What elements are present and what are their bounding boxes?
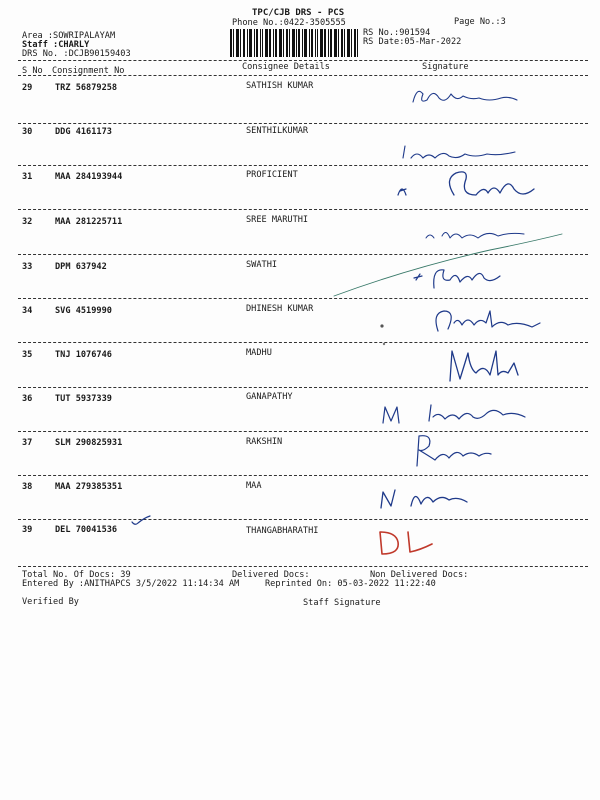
- row-sno: 35: [22, 350, 33, 360]
- row-consignee: SATHISH KUMAR: [246, 81, 314, 91]
- row-consignment-no: MAA 281225711: [55, 217, 123, 227]
- signature-row-29: [405, 80, 525, 112]
- header-divider-bottom: [18, 75, 588, 76]
- row-consignment-no: MAA 279385351: [55, 482, 123, 492]
- row-divider: [18, 209, 588, 210]
- row-divider: [18, 387, 588, 388]
- signature-row-38: [375, 480, 485, 512]
- barcode-image: [230, 29, 358, 57]
- rs-number: RS No.:901594: [363, 28, 431, 38]
- row-consignment-no: TUT 5937339: [55, 394, 112, 404]
- row-consignment-no: TNJ 1076746: [55, 350, 112, 360]
- area-label: Area :SOWRIPALAYAM: [22, 31, 116, 41]
- signature-row-37: [405, 430, 495, 470]
- signature-row-30: [395, 140, 525, 168]
- rs-date: RS Date:05-Mar-2022: [363, 37, 462, 47]
- entered-by: Entered By :ANITHAPCS 3/5/2022 11:14:34 AM: [22, 579, 240, 589]
- staff-signature-label: Staff Signature: [303, 598, 381, 608]
- row-consignment-no: DEL 70041536: [55, 525, 118, 535]
- row-consignee: MAA: [246, 481, 262, 491]
- header-divider-top: [18, 60, 588, 61]
- sheet-title: TPC/CJB DRS - PCS: [252, 8, 345, 18]
- tick-mark-icon: [130, 514, 152, 528]
- row-consignment-no: MAA 284193944: [55, 172, 123, 182]
- row-consignment-no: SVG 4519990: [55, 306, 112, 316]
- signature-row-35: [440, 345, 530, 385]
- staff-label: Staff :CHARLY: [22, 40, 90, 50]
- row-consignee: MADHU: [246, 348, 272, 358]
- row-consignment-no: DDG 4161173: [55, 127, 112, 137]
- non-delivered-docs: Non Delivered Docs:: [370, 570, 469, 580]
- row-sno: 29: [22, 83, 33, 93]
- row-divider: [18, 431, 588, 432]
- row-consignment-no: DPM 637942: [55, 262, 107, 272]
- reprinted-on: Reprinted On: 05-03-2022 11:22:40: [265, 579, 436, 589]
- row-sno: 36: [22, 394, 33, 404]
- row-sno: 31: [22, 172, 33, 182]
- row-sno: 34: [22, 306, 33, 316]
- signature-row-34: [428, 303, 548, 337]
- signature-row-36: [375, 397, 535, 431]
- row-consignee: DHINESH KUMAR: [246, 304, 314, 314]
- signature-row-33: [410, 260, 520, 294]
- row-sno: 39: [22, 525, 33, 535]
- row-divider: [18, 123, 588, 124]
- row-divider: [18, 519, 588, 520]
- page-number: Page No.:3: [454, 17, 506, 27]
- column-header-consignment: Consignment No: [52, 66, 125, 76]
- ink-smudge: [378, 322, 390, 352]
- row-sno: 32: [22, 217, 33, 227]
- column-header-sno: S No: [22, 66, 43, 76]
- row-divider: [18, 342, 588, 343]
- row-sno: 30: [22, 127, 33, 137]
- row-consignee: RAKSHIN: [246, 437, 283, 447]
- row-sno: 33: [22, 262, 33, 272]
- column-header-signature: Signature: [422, 62, 469, 72]
- drs-number: DRS No. :DCJB90159403: [22, 49, 131, 59]
- row-consignee: PROFICIENT: [246, 170, 298, 180]
- row-consignee: SREE MARUTHI: [246, 215, 309, 225]
- row-sno: 37: [22, 438, 33, 448]
- column-header-consignee: Consignee Details: [242, 62, 330, 72]
- row-divider: [18, 475, 588, 476]
- row-consignee: SWATHI: [246, 260, 278, 270]
- row-consignment-no: TRZ 56879258: [55, 83, 118, 93]
- row-consignee: THANGABHARATHI: [246, 526, 319, 536]
- row-consignment-no: SLM 290825931: [55, 438, 123, 448]
- delivered-docs: Delivered Docs:: [232, 570, 310, 580]
- phone-number: Phone No.:0422-3505555: [232, 18, 346, 28]
- row-consignee: SENTHILKUMAR: [246, 126, 309, 136]
- total-docs: Total No. Of Docs: 39: [22, 570, 131, 580]
- row-sno: 38: [22, 482, 33, 492]
- row-divider: [18, 566, 588, 567]
- signature-row-31: [390, 165, 540, 209]
- signature-row-39: [370, 524, 440, 560]
- row-consignee: GANAPATHY: [246, 392, 293, 402]
- verified-by-label: Verified By: [22, 597, 79, 607]
